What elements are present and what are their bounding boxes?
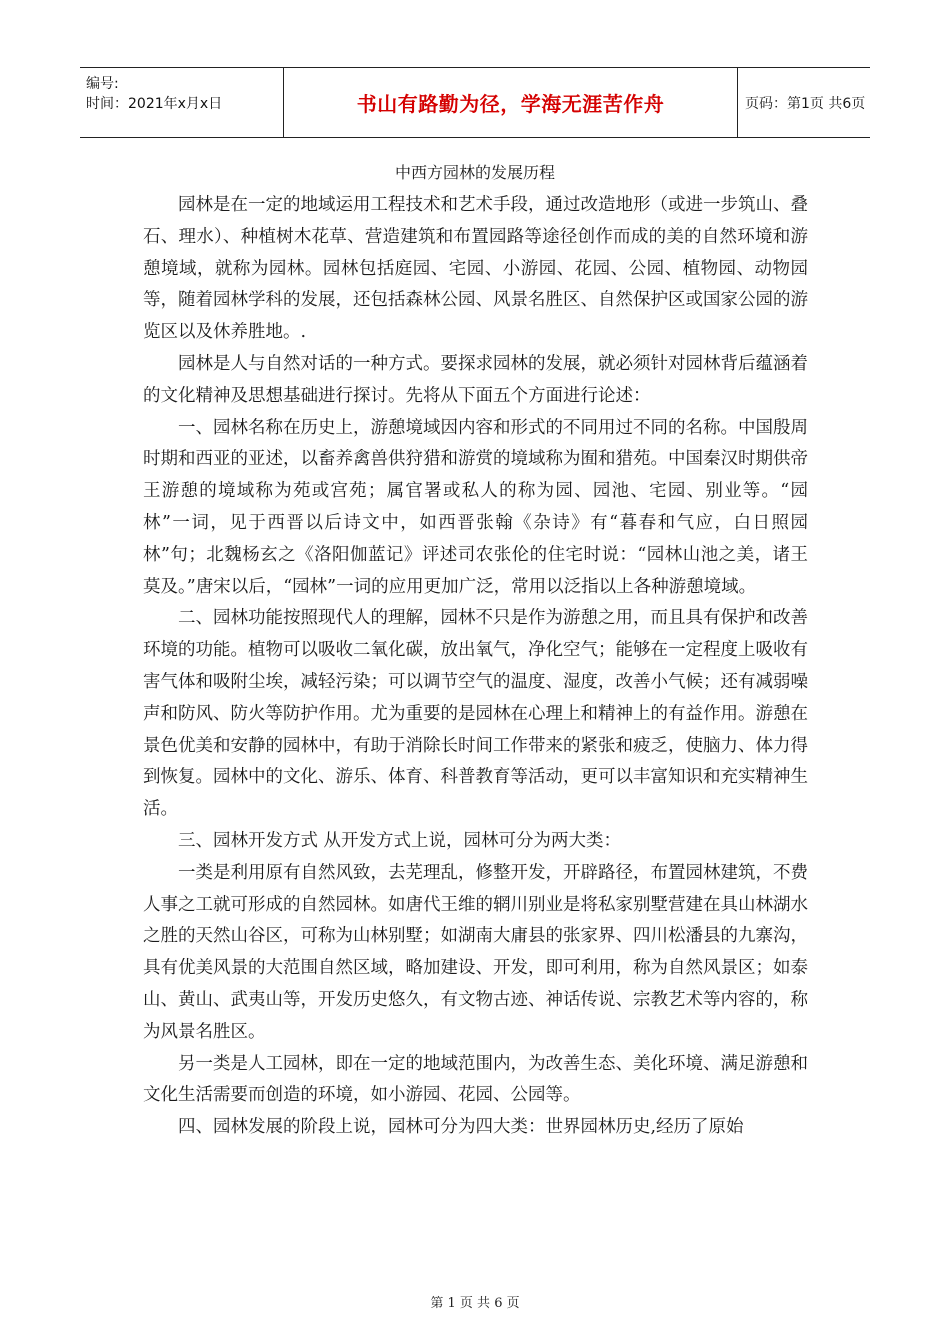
document-body: [143, 190, 808, 1144]
header-page-info: 页码：第1页 共6页: [745, 95, 866, 112]
header-motto-cell: [283, 68, 738, 137]
motto-text: 书山有路勤为径，学海无涯苦作舟: [356, 92, 665, 116]
document-title: 中西方园林的发展历程: [394, 163, 555, 182]
header-meta-cell: [80, 68, 283, 137]
paragraph: 另一类是人工园林，即在一定的地域范围内，为改善生态、美化环境、满足游憩和文化生活需要而创造的环境，如小游园、花园、公园等。: [143, 1053, 808, 1106]
page-footer: 第 1 页 共 6 页: [430, 1296, 520, 1311]
paragraph: 一、园林名称在历史上，游憩境域因内容和形式的不同用过不同的名称。中国殷周时期和西亚的亚述，以畜养禽兽供狩猎和游赏的境域称为囿和猎苑。中国秦汉时期供帝王游憩的境域称为苑或宫苑；属官署或私人的称为园、园池、宅园、别业等。“园林”一词，见于西晋以后诗文中，如西晋张翰《杂诗》有“暮春和气应，白日照园林”句；北魏杨玄之《洛阳伽蓝记》评述司农张伦的住宅时说：“园林山池之美，诸王莫及。”唐宋以后，“园林”一词的应用更加广泛，常用以泛指以上各种游憩境域。: [143, 417, 808, 597]
paragraph: 一类是利用原有自然风致，去芜理乱，修整开发，开辟路径，布置园林建筑，不费人事之工就可形成的自然园林。如唐代王维的辋川别业是将私家别墅营建在具山林湖水之胜的天然山谷区，可称为山林别墅；如湖南大庸县的张家界、四川松潘县的九寨沟，具有优美风景的大范围自然区域，略加建设、开发，即可利用，称为自然风景区；如泰山、黄山、武夷山等，开发历史悠久，有文物古迹、神话传说、宗教艺术等内容的，称为风景名胜区。: [143, 862, 808, 1042]
number-label: 编号:: [86, 76, 119, 92]
paragraph: 四、园林发展的阶段上说，园林可分为四大类：世界园林历史,经历了原始: [178, 1117, 744, 1138]
page-header: [80, 67, 870, 138]
header-page-cell: [737, 68, 870, 137]
paragraph: 三、园林开发方式 从开发方式上说，园林可分为两大类：: [178, 830, 622, 851]
time-label: 时间：2021年x月x日: [86, 96, 223, 112]
paragraph: 园林是人与自然对话的一种方式。要探求园林的发展，就必须针对园林背后蕴涵着的文化精神及思想基础进行探讨。先将从下面五个方面进行论述：: [143, 353, 808, 406]
paragraph: 二、园林功能按照现代人的理解，园林不只是作为游憩之用，而且具有保护和改善环境的功能。植物可以吸收二氧化碳，放出氧气，净化空气；能够在一定程度上吸收有害气体和吸附尘埃，减轻污染；可以调节空气的温度、湿度，改善小气候；还有减弱噪声和防风、防火等防护作用。尤为重要的是园林在心理上和精神上的有益作用。游憩在景色优美和安静的园林中，有助于消除长时间工作带来的紧张和疲乏，使脑力、体力得到恢复。园林中的文化、游乐、体育、科普教育等活动，更可以丰富知识和充实精神生活。: [143, 608, 808, 820]
paragraph: 园林是在一定的地域运用工程技术和艺术手段，通过改造地形（或进一步筑山、叠石、理水）、种植树木花草、营造建筑和布置园路等途径创作而成的美的自然环境和游憩境域，就称为园林。园林包括庭园、宅园、小游园、花园、公园、植物园、动物园等，随着园林学科的发展，还包括森林公园、风景名胜区、自然保护区或国家公园的游览区以及休养胜地。.: [143, 195, 808, 343]
